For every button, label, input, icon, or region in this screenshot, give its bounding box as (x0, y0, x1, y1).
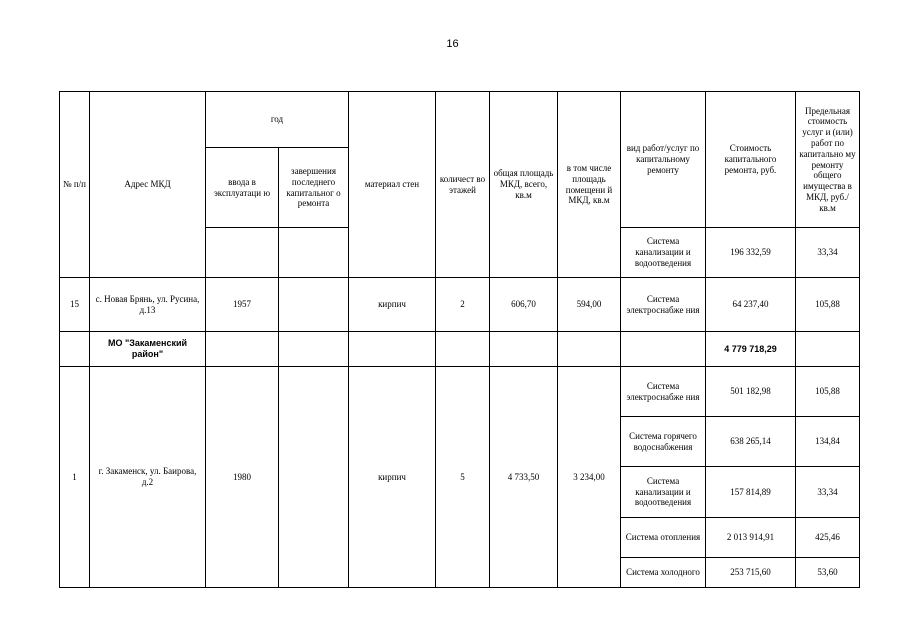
row1-cost: 157 814,89 (706, 467, 796, 518)
row1-max: 425,46 (796, 518, 860, 558)
empty-cell (60, 332, 90, 367)
row1-max: 53,60 (796, 558, 860, 588)
header-address: Адрес МКД (90, 92, 206, 278)
row1-cost: 501 182,98 (706, 367, 796, 417)
header-max-cost: Предельная стоимость услуг и (или) работ по капитально му ремонту общего имущества в МКД, руб./кв.м (796, 92, 860, 228)
capital-repair-table (59, 91, 860, 588)
row1-work: Система горячего водоснабжения (621, 417, 706, 467)
header-premises-area: в том числе площадь помещени й МКД, кв.м (558, 92, 621, 278)
empty-cell (279, 278, 349, 332)
row1-work: Система канализации и водоотведения (621, 467, 706, 518)
header-num: № п/п (60, 92, 90, 278)
row15-address: с. Новая Брянь, ул. Русина, д.13 (90, 278, 206, 332)
carry-max: 33,34 (796, 228, 860, 278)
row1-num: 1 (60, 367, 90, 588)
carry-work: Система канализации и водоотведения (621, 228, 706, 278)
row15-max: 105,88 (796, 278, 860, 332)
row1-total-area: 4 733,50 (490, 367, 558, 588)
empty-cell (206, 228, 279, 278)
row1-work: Система отопления (621, 518, 706, 558)
header-year: год (206, 92, 349, 148)
row1-max: 134,84 (796, 417, 860, 467)
empty-cell (796, 332, 860, 367)
header-floors: количест во этажей (436, 92, 490, 278)
row1-address: г. Закаменск, ул. Баирова, д.2 (90, 367, 206, 588)
row1-work: Система холодного (621, 558, 706, 588)
row15-material: кирпич (349, 278, 436, 332)
header-year-last-repair: завершения последнего капитальног о ремонта (279, 148, 349, 228)
row1-material: кирпич (349, 367, 436, 588)
row15-premises-area: 594,00 (558, 278, 621, 332)
table-row (60, 367, 860, 417)
header-total-area: общая площадь МКД, всего, кв.м (490, 92, 558, 278)
district-total: 4 779 718,29 (706, 332, 796, 367)
row15-work: Система электроснабже ния (621, 278, 706, 332)
row1-cost: 638 265,14 (706, 417, 796, 467)
row1-floors: 5 (436, 367, 490, 588)
table-row (60, 278, 860, 332)
header-work-type: вид работ/услуг по капитальному ремонту (621, 92, 706, 228)
page-number: 16 (446, 38, 459, 50)
header-year-commission: ввода в эксплуатаци ю (206, 148, 279, 228)
row15-floors: 2 (436, 278, 490, 332)
row1-max: 105,88 (796, 367, 860, 417)
district-row (60, 332, 860, 367)
row15-num: 15 (60, 278, 90, 332)
header-wall-material: материал стен (349, 92, 436, 278)
empty-cell (436, 332, 490, 367)
header-cost: Стоимость капитального ремонта, руб. (706, 92, 796, 228)
row15-cost: 64 237,40 (706, 278, 796, 332)
row15-year-commission: 1957 (206, 278, 279, 332)
empty-cell (490, 332, 558, 367)
row1-cost: 253 715,60 (706, 558, 796, 588)
empty-cell (206, 332, 279, 367)
empty-cell (279, 332, 349, 367)
row1-cost: 2 013 914,91 (706, 518, 796, 558)
empty-cell (558, 332, 621, 367)
empty-cell (349, 332, 436, 367)
row15-total-area: 606,70 (490, 278, 558, 332)
empty-cell (279, 367, 349, 588)
row1-premises-area: 3 234,00 (558, 367, 621, 588)
carry-cost: 196 332,59 (706, 228, 796, 278)
empty-cell (279, 228, 349, 278)
empty-cell (621, 332, 706, 367)
row1-work: Система электроснабже ния (621, 367, 706, 417)
district-name: МО "Закаменский район" (90, 332, 206, 367)
row1-year-commission: 1980 (206, 367, 279, 588)
row1-max: 33,34 (796, 467, 860, 518)
